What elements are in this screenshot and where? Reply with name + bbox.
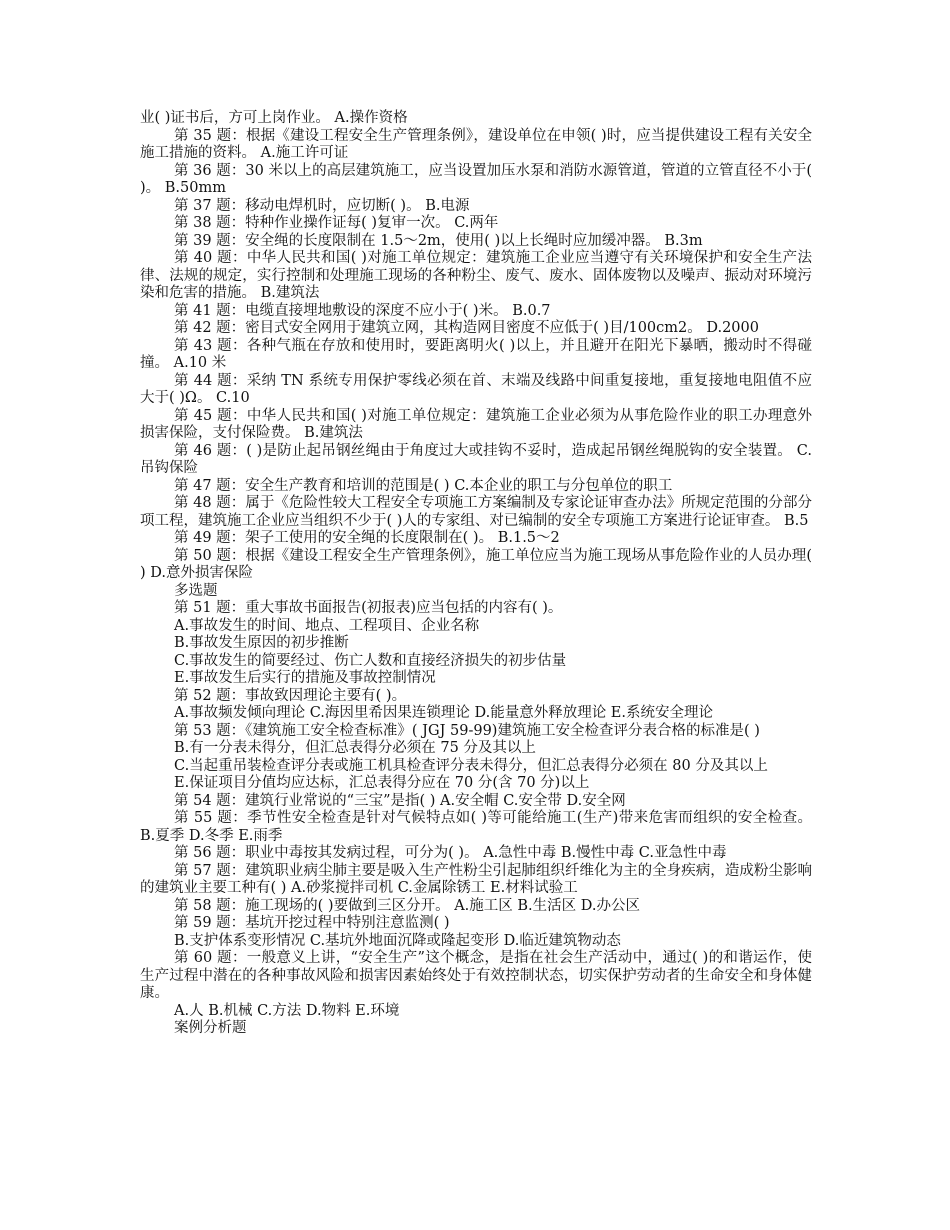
- question-44: 第 44 题：采纳 TN 系统专用保护零线必须在首、末端及线路中间重复接地，重复接地电阻值不应大于( )Ω。 C.10: [140, 372, 812, 406]
- question-59: 第 59 题：基坑开挖过程中特别注意监测( ): [174, 915, 450, 931]
- question-60: 第 60 题：一般意义上讲，“安全生产”这个概念，是指在社会生产活动中，通过( )的和谐运作，使生产过程中潜在的各种事故风险和损害因素始终处于有效控制状态，切实保护劳动者的生命安全和身体健康。: [140, 950, 812, 1001]
- answer-option: A.事故发生的时间、地点、工程项目、企业名称: [174, 617, 480, 634]
- question-54: 第 54 题：建筑行业常说的“三宝”是指( ) A.安全帽 C.安全带 D.安全网: [174, 792, 626, 809]
- paragraph: 业( )证书后，方可上岗作业。 A.操作资格: [140, 110, 408, 126]
- question-41: 第 41 题：电缆直接埋地敷设的深度不应小于( )米。 B.0.7: [174, 302, 551, 319]
- question-37: 第 37 题：移动电焊机时，应切断( )。 B.电源: [174, 197, 470, 214]
- answer-option: B.事故发生原因的初步推断: [174, 635, 349, 651]
- question-58: 第 58 题：施工现场的( )要做到三区分开。 A.施工区 B.生活区 D.办公区: [174, 897, 640, 914]
- answer-option: A.人 B.机械 C.方法 D.物料 E.环境: [174, 1002, 400, 1019]
- question-47: 第 47 题：安全生产教育和培训的范围是( ) C.本企业的职工与分包单位的职工: [174, 477, 673, 494]
- answer-option: C.当起重吊装检查评分表或施工机具检查评分表未得分，但汇总表得分必须在 80 分及其以上: [174, 757, 768, 774]
- question-57: 第 57 题：建筑职业病尘肺主要是吸入生产性粉尘引起肺组织纤维化为主的全身疾病，造成粉尘影响的建筑业主要工种有( ) A.砂浆搅拌司机 C.金属除锈工 E.材料试验工: [140, 862, 812, 896]
- question-38: 第 38 题：特种作业操作证每( )复审一次。 C.两年: [174, 215, 499, 231]
- question-45: 第 45 题：中华人民共和国( )对施工单位规定：建筑施工企业必须为从事危险作业的职工办理意外损害保险，支付保险费。 B.建筑法: [140, 407, 812, 441]
- answer-option: B.支护体系变形情况 C.基坑外地面沉降或隆起变形 D.临近建筑物动态: [174, 932, 621, 949]
- question-43: 第 43 题：各种气瓶在存放和使用时，要距离明火( )以上，并且避开在阳光下暴晒，搬动时不得碰撞。 A.10 米: [140, 337, 812, 371]
- answer-option: B.有一分表未得分，但汇总表得分必须在 75 分及其以上: [174, 740, 536, 756]
- question-46: 第 46 题：( )是防止起吊钢丝绳由于角度过大或挂钩不妥时，造成起吊钢丝绳脱钩的安全装置。 C.吊钩保险: [140, 442, 812, 476]
- question-49: 第 49 题：架子工使用的安全绳的长度限制在( )。 B.1.5～2: [174, 530, 560, 546]
- question-35: 第 35 题：根据《建设工程安全生产管理条例》，建设单位在申领( )时，应当提供建设工程有关安全施工措施的资料。 A.施工许可证: [140, 127, 812, 161]
- answer-option: A.事故频发倾向理论 C.海因里希因果连锁理论 D.能量意外释放理论 E.系统安全理论: [174, 705, 714, 721]
- question-50: 第 50 题：根据《建设工程安全生产管理条例》，施工单位应当为施工现场从事危险作业的人员办理( ) D.意外损害保险: [140, 547, 812, 581]
- answer-option: E.保证项目分值均应达标，汇总表得分应在 70 分(含 70 分)以上: [174, 775, 590, 791]
- answer-option: E.事故发生后实行的措施及事故控制情况: [174, 670, 436, 686]
- section-heading-multiple-choice: 多选题: [174, 582, 218, 599]
- question-36: 第 36 题：30 米以上的高层建筑施工，应当设置加压水泵和消防水源管道，管道的立管直径不小于( )。 B.50mm: [140, 162, 812, 196]
- question-40: 第 40 题：中华人民共和国( )对施工单位规定：建筑施工企业应当遵守有关环境保护和安全生产法律、法规的规定，实行控制和处理施工现场的各种粉尘、废气、废水、固体废物以及噪声、振动对环境污染和危害的措施。 B.建筑法: [140, 250, 812, 301]
- question-56: 第 56 题：职业中毒按其发病过程，可分为( )。 A.急性中毒 B.慢性中毒 C.亚急性中毒: [174, 845, 727, 861]
- section-heading-case-analysis: 案例分析题: [174, 1020, 247, 1036]
- question-39: 第 39 题：安全绳的长度限制在 1.5～2m，使用( )以上长绳时应加缓冲器。 B.3m: [174, 232, 703, 249]
- question-48: 第 48 题：属于《危险性较大工程安全专项施工方案编制及专家论证审查办法》所规定范围的分部分项工程，建筑施工企业应当组织不少于( )人的专家组、对已编制的安全专项施工方案进行论证审查。 B.5: [140, 495, 812, 529]
- question-55: 第 55 题：季节性安全检查是针对气候特点如( )等可能给施工(生产)带来危害而组织的安全检查。 B.夏季 D.冬季 E.雨季: [140, 810, 812, 844]
- question-53: 第 53 题：《建筑施工安全检查标准》( JGJ 59-99)建筑施工安全检查评分表合格的标准是( ): [174, 722, 760, 739]
- question-42: 第 42 题：密目式安全网用于建筑立网，其构造网目密度不应低于( )目/100cm2。 D.2000: [174, 320, 759, 336]
- document-body: [140, 110, 812, 1038]
- question-51: 第 51 题：重大事故书面报告(初报表)应当包括的内容有( )。: [174, 600, 563, 616]
- answer-option: C.事故发生的简要经过、伤亡人数和直接经济损失的初步估量: [174, 652, 567, 669]
- question-52: 第 52 题：事故致因理论主要有( )。: [174, 687, 407, 704]
